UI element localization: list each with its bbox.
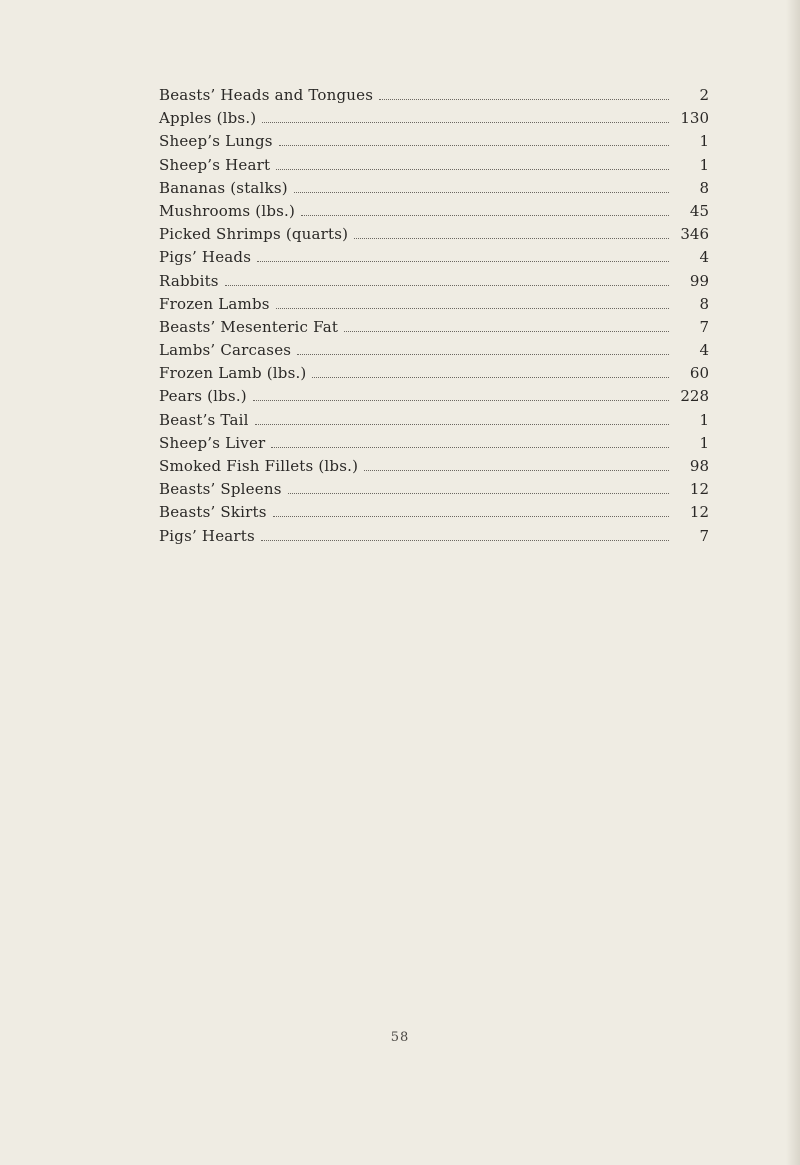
ledger-item-quantity: 1 [699, 132, 709, 151]
ledger-row [159, 246, 709, 269]
ledger-item-quantity: 99 [689, 271, 709, 290]
ledger-item-quantity: 4 [699, 341, 709, 360]
dot-leader [297, 354, 669, 355]
ledger-item-name: Sheep’s Heart [159, 155, 271, 174]
ledger-row [159, 200, 709, 223]
ledger-item-name: Beasts’ Spleens [159, 480, 282, 499]
ledger-item-name: Apples (lbs.) [159, 109, 257, 128]
ledger-item-name: Rabbits [159, 271, 219, 290]
dot-leader [354, 238, 669, 239]
ledger-item-name: Sheep’s Liver [159, 433, 266, 452]
ledger-item-quantity: 8 [699, 178, 709, 197]
dot-leader [271, 447, 669, 448]
ledger-row [159, 525, 709, 548]
dot-leader [276, 169, 669, 170]
ledger-item-quantity: 8 [699, 294, 709, 313]
dot-leader [276, 308, 669, 309]
ledger-row [159, 455, 709, 478]
dot-leader [273, 516, 669, 517]
ledger-item-name: Bananas (stalks) [159, 178, 288, 197]
ledger-item-name: Frozen Lamb (lbs.) [159, 364, 307, 383]
ledger-item-name: Picked Shrimps (quarts) [159, 225, 349, 244]
ledger-item-quantity: 228 [680, 387, 709, 406]
ledger-item-quantity: 12 [689, 480, 709, 499]
ledger-row [159, 362, 709, 385]
dot-leader [257, 261, 669, 262]
ledger-item-quantity: 60 [689, 364, 709, 383]
condemned-food-ledger [159, 84, 709, 548]
ledger-row [159, 478, 709, 501]
dot-leader [279, 145, 669, 146]
ledger-item-name: Beasts’ Mesenteric Fat [159, 317, 339, 336]
dot-leader [262, 122, 669, 123]
ledger-item-name: Smoked Fish Fillets (lbs.) [159, 457, 359, 475]
dot-leader [288, 493, 669, 494]
page-number: 58 [390, 1030, 410, 1045]
ledger-row [159, 432, 709, 455]
dot-leader [344, 331, 669, 332]
ledger-row [159, 270, 709, 293]
dot-leader [255, 424, 669, 425]
ledger-row [159, 154, 709, 177]
dot-leader [225, 285, 669, 286]
ledger-item-name: Beasts’ Skirts [159, 503, 267, 522]
ledger-item-name: Beasts’ Heads and Tongues [159, 86, 374, 104]
ledger-item-quantity: 12 [689, 503, 709, 522]
ledger-item-quantity: 4 [699, 248, 709, 267]
dot-leader [261, 540, 669, 541]
ledger-row [159, 385, 709, 408]
ledger-row [159, 501, 709, 524]
ledger-row [159, 84, 709, 107]
ledger-item-name: Frozen Lambs [159, 294, 270, 313]
ledger-item-name: Mushrooms (lbs.) [159, 201, 296, 220]
ledger-item-quantity: 1 [699, 155, 709, 174]
ledger-item-quantity: 7 [699, 317, 709, 336]
ledger-item-quantity: 7 [699, 526, 709, 545]
ledger-row [159, 177, 709, 200]
ledger-item-name: Lambs’ Carcases [159, 341, 292, 360]
page-edge-shadow [786, 0, 800, 1165]
ledger-item-quantity: 45 [689, 201, 709, 220]
ledger-item-quantity: 98 [689, 457, 709, 475]
ledger-row [159, 130, 709, 153]
ledger-row [159, 409, 709, 432]
ledger-item-quantity: 346 [680, 225, 709, 244]
dot-leader [364, 470, 669, 471]
ledger-item-name: Sheep’s Lungs [159, 132, 273, 151]
ledger-row [159, 339, 709, 362]
ledger-item-name: Pears (lbs.) [159, 387, 247, 406]
ledger-item-quantity: 1 [699, 410, 709, 429]
ledger-row [159, 223, 709, 246]
dot-leader [379, 99, 669, 100]
dot-leader [301, 215, 669, 216]
ledger-row [159, 107, 709, 130]
ledger-item-name: Pigs’ Heads [159, 248, 252, 267]
ledger-item-name: Pigs’ Hearts [159, 526, 255, 545]
ledger-row [159, 293, 709, 316]
ledger-row [159, 316, 709, 339]
ledger-item-quantity: 1 [699, 433, 709, 452]
ledger-item-quantity: 130 [680, 109, 709, 128]
dot-leader [253, 400, 669, 401]
dot-leader [312, 377, 669, 378]
ledger-item-name: Beast’s Tail [159, 410, 249, 429]
dot-leader [294, 192, 669, 193]
ledger-item-quantity: 2 [699, 86, 709, 104]
